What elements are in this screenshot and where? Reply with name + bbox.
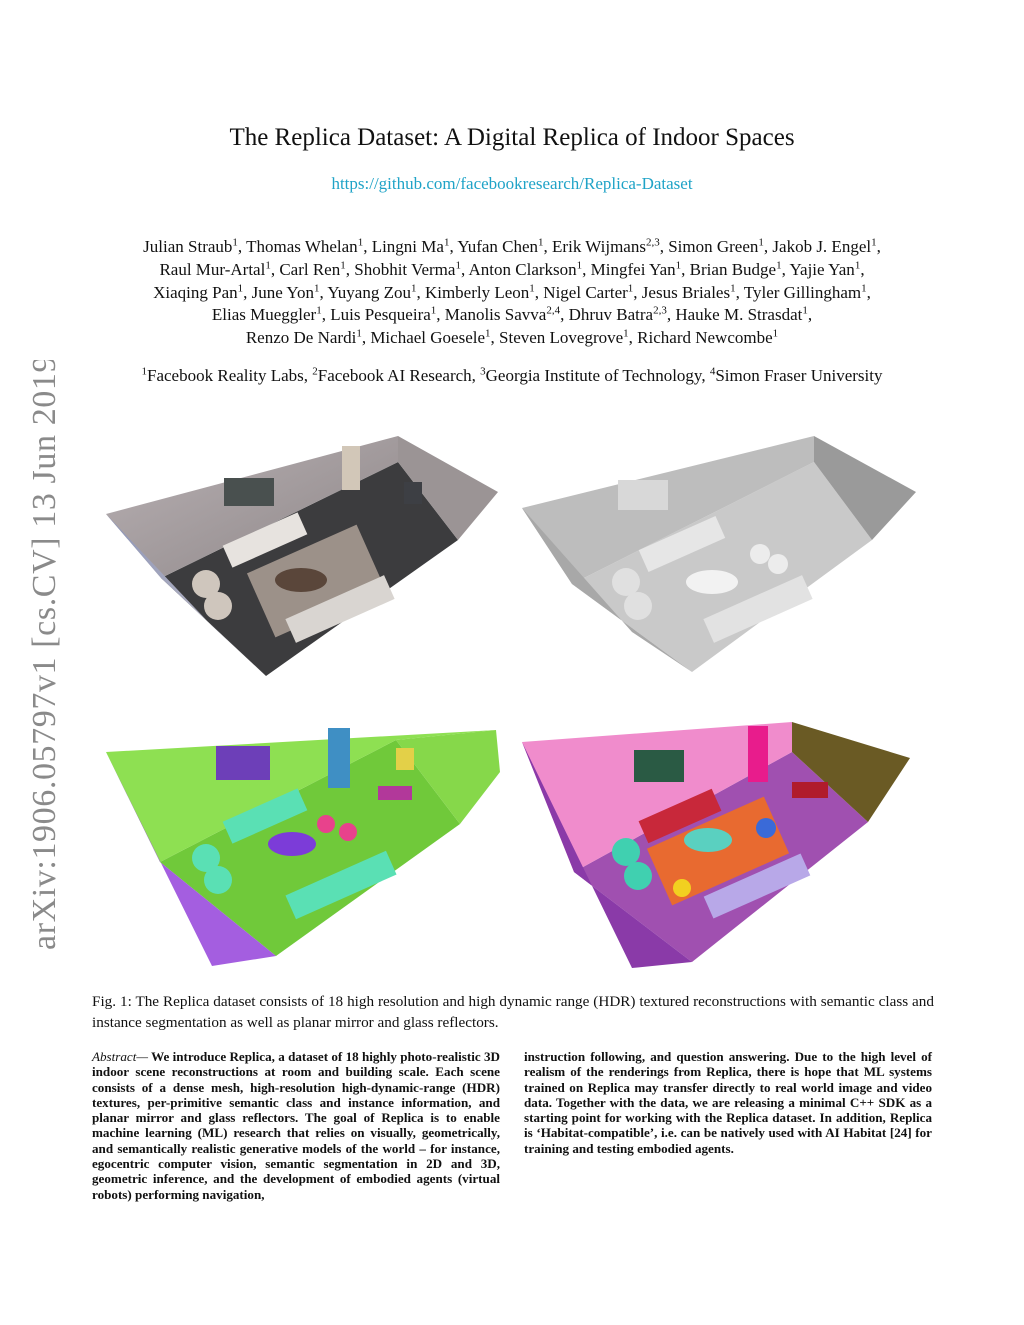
abstract-left-column — [92, 1049, 500, 1202]
author-affiliation-marker: 1 — [265, 259, 271, 272]
author-affiliation-marker: 1 — [529, 281, 535, 294]
lamp — [673, 879, 691, 897]
author-name: Raul Mur-Artal$^1$ — [159, 259, 271, 279]
armchair — [204, 592, 232, 620]
armchair — [612, 568, 640, 596]
abstract-label: Abstract— — [92, 1049, 149, 1064]
author-affiliation-marker: 1 — [455, 259, 461, 272]
wall-art — [216, 746, 270, 780]
author-affiliation-marker: 2,3 — [653, 304, 667, 317]
armchair — [624, 592, 652, 620]
author-name: June Yon$^1$ — [251, 281, 320, 302]
author-affiliation-marker: 1 — [623, 327, 629, 340]
author-affiliation-marker: 1 — [675, 259, 682, 272]
affiliation-item: $^3$Georgia Institute of Technology — [480, 365, 702, 385]
author-affiliation-marker: 1 — [430, 304, 437, 317]
author-affiliation-marker: 1 — [758, 236, 764, 249]
author-affiliation-marker: 1 — [538, 236, 544, 249]
author-name: Kimberly Leon$^1$ — [424, 281, 535, 302]
author-name: Hauke M. Strasdat$^1$ — [675, 304, 808, 325]
coffee-table — [684, 828, 732, 852]
ottoman — [750, 544, 770, 564]
arxiv-id: arXiv:1906.05797v1 [cs.CV] 13 Jun 2019 — [26, 360, 63, 950]
author-affiliation-marker: 1 — [237, 281, 244, 294]
author-affiliation-marker: 1 — [232, 236, 238, 249]
author-name: Mingfei Yan$^1$ — [590, 259, 682, 279]
affiliation-item: $^4$Simon Fraser University — [709, 365, 883, 385]
author-affiliation-marker: 2,3 — [645, 236, 660, 249]
author-affiliation-marker: 1 — [776, 259, 782, 272]
author-name: Brian Budge$^1$ — [689, 259, 782, 279]
figure-caption: Fig. 1: The Replica dataset consists of 18 high resolution and high dynamic range (HDR) textured reconstructions with semantic class and instance segmentation as well as planar mirror and glass reflectors. — [92, 993, 934, 1031]
author-name: Nigel Carter$^1$ — [543, 281, 634, 302]
author-affiliation-marker: 1 — [627, 281, 634, 294]
author-name: Michael Goesele$^1$ — [370, 327, 491, 348]
author-name: Yufan Chen$^1$ — [457, 236, 544, 256]
coffee-table — [275, 568, 327, 592]
figure-panel-instance — [522, 712, 922, 974]
armchair — [204, 866, 232, 894]
author-affiliation-marker: 1 — [340, 259, 346, 272]
author-name: Xiaqing Pan$^1$ — [153, 281, 244, 302]
author-name: Luis Pesqueira$^1$ — [330, 304, 437, 325]
author-affiliation-marker: 1 — [802, 304, 808, 317]
mirror — [396, 748, 414, 770]
author-name: Carl Ren$^1$ — [279, 259, 346, 279]
author-list: Julian Straub$^1$, Thomas Whelan$^1$, Lingni Ma$^1$, Yufan Chen$^1$, Erik Wijmans$^{2,3}$, Simon Green$^1$, Jakob J. Engel$^1$, Raul Mur-Artal$^1$, Carl Ren$^1$, Shobhit Verma$^1$, Anton Clarkson$^1$, Mingfei Yan$^1$, Brian Budge$^1$, Yajie Yan$^1$, Xiaqing Pan$^1$, June Yon$^1$, Yuyang Zou$^1$, Kimberly Leon$^1$, Nigel Carter$^1$, Jesus Briales$^1$, Tyler Gillingham$^1$, Elias Mueggler$^1$, Luis Pesqueira$^1$, Manolis Savva$^{2,4}$, Dhruv Batra$^{2,3}$, Hauke M. Strasdat$^1$, Renzo De Nardi$^1$, Michael Goesele$^1$, Steven Lovegrove$^1$, Richard Newcombe$^1$ — [143, 236, 881, 348]
ottoman — [768, 554, 788, 574]
author-name: Renzo De Nardi$^1$ — [245, 327, 362, 348]
author-affiliation-marker: 1 — [772, 327, 779, 340]
author-name: Thomas Whelan$^1$ — [246, 236, 364, 256]
figure-panel-rgb — [106, 436, 506, 696]
author-affiliation-marker: 1 — [854, 259, 861, 272]
author-affiliation-marker: 1 — [871, 236, 877, 249]
wall-art — [634, 750, 684, 782]
author-name: Julian Straub$^1$ — [143, 236, 238, 256]
author-name: Jakob J. Engel$^1$ — [772, 236, 877, 256]
affiliation-item: $^1$Facebook Reality Labs — [141, 365, 304, 385]
author-name: Tyler Gillingham$^1$ — [743, 281, 867, 302]
author-name: Elias Mueggler$^1$ — [211, 304, 322, 325]
author-affiliation-marker: 1 — [861, 281, 867, 294]
mirror — [404, 482, 422, 504]
affiliation-item: $^2$Facebook AI Research — [312, 365, 472, 385]
figure-panel-geometry — [522, 436, 922, 696]
author-affiliation-marker: 1 — [316, 304, 322, 317]
author-name: Anton Clarkson$^1$ — [468, 259, 583, 279]
author-name: Jesus Briales$^1$ — [641, 281, 736, 302]
cabinet — [378, 786, 412, 800]
author-name: Richard Newcombe$^1$ — [637, 327, 779, 348]
coffee-table — [686, 570, 738, 594]
cabinet — [792, 782, 828, 798]
author-name: Erik Wijmans$^{2,3}$ — [552, 236, 660, 256]
door — [748, 726, 768, 782]
ottoman — [756, 818, 776, 838]
author-name: Manolis Savva$^{2,4}$ — [444, 304, 561, 325]
author-name: Dhruv Batra$^{2,3}$ — [568, 304, 667, 325]
author-affiliation-marker: 1 — [443, 236, 450, 249]
wall-art — [224, 478, 274, 506]
coffee-table — [268, 832, 316, 856]
author-name: Shobhit Verma$^1$ — [354, 259, 461, 279]
author-name: Steven Lovegrove$^1$ — [499, 327, 629, 348]
author-affiliation-marker: 1 — [410, 281, 417, 294]
door — [342, 446, 360, 490]
abstract-text-left: We introduce Replica, a dataset of 18 highly photo-realistic 3D indoor scene reconstructions at room and building scale. Each scene consists of a dense mesh, high-resolution high-dynamic-range (HDR) textures, per-primitive semantic class and instance information, and planar mirror and glass reflectors. The goal of Replica is to enable machine learning (ML) research that relies on visually, geometrically, and semantically realistic generative models of the world – for instance, egocentric computer vision, semantic segmentation in 2D and 3D, geometric inference, and the development of embodied agents (virtual robots) performing navigation, — [92, 1049, 500, 1202]
author-affiliation-marker: 1 — [576, 259, 583, 272]
ottoman — [339, 823, 357, 841]
author-affiliation-marker: 1 — [730, 281, 736, 294]
affiliation-list: $^1$Facebook Reality Labs, $^2$Facebook AI Research, $^3$Georgia Institute of Technology, $^4$Simon Fraser University — [141, 365, 883, 385]
arxiv-stamp — [8, 360, 70, 960]
author-name: Yuyang Zou$^1$ — [327, 281, 417, 302]
author-affiliation-marker: 1 — [357, 236, 364, 249]
author-affiliation-marker: 1 — [356, 327, 362, 340]
ottoman — [317, 815, 335, 833]
author-affiliation-marker: 1 — [314, 281, 320, 294]
armchair — [624, 862, 652, 890]
author-name: Simon Green$^1$ — [668, 236, 764, 256]
author-name: Yajie Yan$^1$ — [789, 259, 861, 279]
github-link[interactable]: https://github.com/facebookresearch/Replica-Dataset — [331, 174, 693, 193]
author-name: Lingni Ma$^1$ — [371, 236, 450, 256]
door — [328, 728, 350, 788]
abstract-right-column: instruction following, and question answering. Due to the high level of realism of the renderings from Replica, there is hope that ML systems trained on Replica may transfer directly to real world image and video data. Together with the data, we are releasing a minimal C++ SDK as a starting point for working with the Replica dataset. In addition, Replica is ‘Habitat-compatible’, i.e. can be natively used with AI Habitat [24] for training and testing embodied agents. — [524, 1049, 932, 1156]
author-affiliation-marker: 2,4 — [546, 304, 561, 317]
armchair — [612, 838, 640, 866]
author-affiliation-marker: 1 — [485, 327, 491, 340]
wall-art — [618, 480, 668, 510]
figure-panel-class — [106, 712, 506, 974]
paper-title: The Replica Dataset: A Digital Replica of Indoor Spaces — [229, 124, 795, 151]
